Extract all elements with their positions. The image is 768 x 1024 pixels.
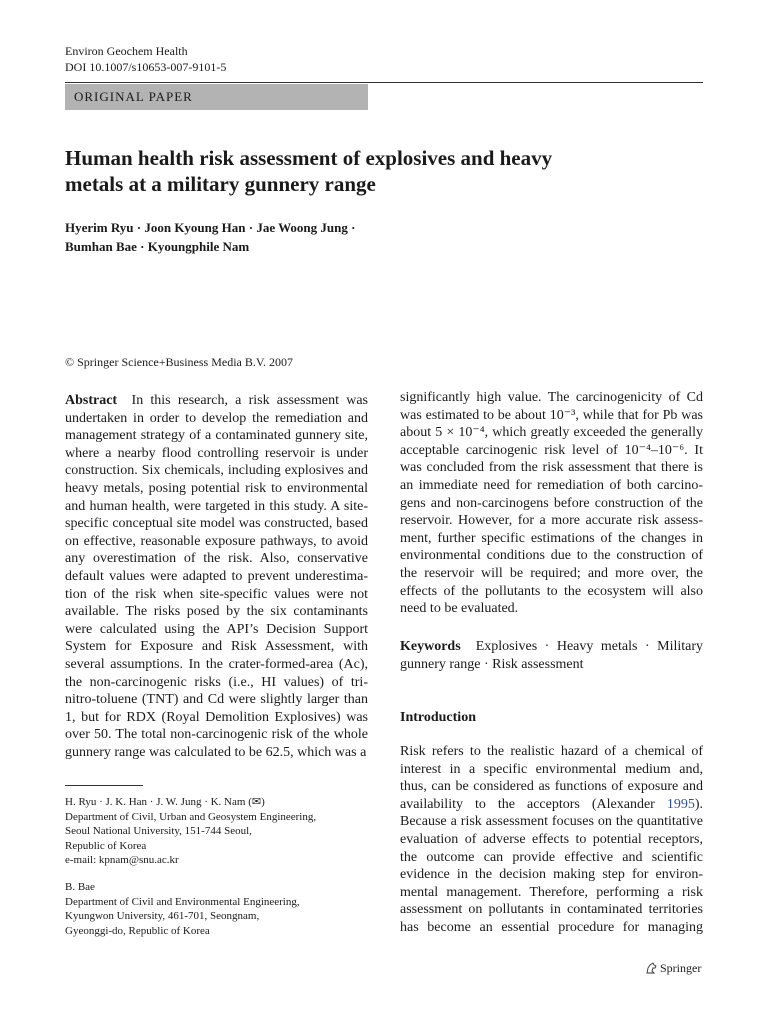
header-rule — [65, 82, 703, 83]
author-list: Bumhan Bae · Kyoungphile Nam — [65, 239, 250, 254]
text-line: nitro-toluene (TNT) and Cd were slightly larger than — [65, 692, 368, 708]
text-line: specific conceptual site model was constructed, based — [65, 516, 368, 532]
text-line: available. The risks posed by the six contaminants — [65, 604, 368, 620]
text-line: the non-carcinogenic risks (i.e., HI values) of tri- — [65, 674, 368, 690]
text-line: default values were adapted to prevent underestima- — [65, 568, 368, 584]
text-line: management strategy of a contaminated gunnery site, — [65, 428, 368, 444]
copyright-notice: © Springer Science+Business Media B.V. 2007 — [65, 355, 293, 369]
text-line: effects of the pollutants to the ecosystem will also — [400, 583, 703, 599]
text-line: heavy metals, posing potential risk to environmental — [65, 480, 368, 496]
text-line: System for Exposure and Risk Assessment, with — [65, 639, 368, 655]
text-line: gens and non-carcinogens before construction of the — [400, 495, 703, 511]
author-list: Hyerim Ryu · Joon Kyoung Han · Jae Woong Jung · — [65, 220, 356, 235]
text-line — [400, 796, 703, 814]
text-line: Seoul National University, 151-744 Seoul, — [65, 825, 252, 838]
text-line: interest in a specific environmental medium and, — [400, 761, 703, 777]
text-line: an immediate need for remediation of both carcino- — [400, 477, 703, 493]
text-line: and human health, were targeted in this study. A site- — [65, 498, 368, 514]
text-line: Department of Civil, Urban and Geosystem Engineering, — [65, 810, 317, 823]
text-line: over 50. The total non-carcinogenic risk of the whole — [65, 727, 368, 743]
text-fragment: availability to the acceptors (Alexander — [400, 796, 667, 812]
paper-title — [65, 145, 665, 197]
text-line: acceptable carcinogenic risk level of 10⁻⁴–10⁻⁶. It — [400, 442, 703, 458]
text-line: on effective, reasonable exposure pathways, to avoid — [65, 533, 368, 549]
text-line: the outcome can provide effective and scientific — [400, 849, 703, 865]
text-line: any overestimation of the risk. Also, conservative — [65, 551, 368, 567]
text-line: thus, can be considered as functions of exposure and — [400, 779, 703, 795]
doi: DOI 10.1007/s10653-007-9101-5 — [65, 60, 227, 74]
text-line: e-mail: kpnam@snu.ac.kr — [65, 854, 179, 867]
text-line: mental management. Therefore, performing a risk — [400, 884, 703, 900]
text-line: Because a risk assessment focuses on the quantitative — [400, 814, 703, 830]
text-line: where a nearby flood controlling reservoir is under — [65, 445, 368, 461]
keywords — [400, 638, 703, 673]
abstract-continued — [400, 389, 703, 618]
text-line: undertaken in order to develop the remediation and — [65, 410, 368, 426]
affiliation-block — [65, 795, 316, 868]
keywords-label: Keywords — [400, 639, 461, 654]
text-line — [65, 392, 368, 410]
keywords-line: gunnery range · Risk assessment — [400, 656, 584, 672]
keywords-line — [400, 638, 703, 656]
text-line: reservoir. However, for a more accurate risk assess- — [400, 513, 703, 529]
text-line: Department of Civil and Environmental Engineering, — [65, 895, 300, 908]
publisher-logo — [645, 960, 701, 976]
text-line: 1, but for RDX (Royal Demolition Explosives) was — [65, 709, 368, 725]
text-line: was estimated to be about 10⁻³, while that for Pb was — [400, 407, 703, 423]
article-type-badge: ORIGINAL PAPER — [65, 84, 368, 110]
footnote-rule — [65, 785, 143, 786]
title-line: Human health risk assessment of explosives and heavy — [65, 146, 553, 170]
abstract — [65, 392, 368, 761]
text-line: evaluation of adverse effects to potential receptors, — [400, 831, 703, 847]
springer-horse-icon — [645, 962, 657, 974]
text-line: Kyungwon University, 461-701, Seongnam, — [65, 910, 260, 923]
text-line: were calculated using the API’s Decision Support — [65, 621, 368, 637]
text-line: Republic of Korea — [65, 839, 147, 852]
text-line: about 5 × 10⁻⁴, which greatly exceeded the generally — [400, 425, 703, 441]
text-line: Risk refers to the realistic hazard of a chemical of — [400, 744, 703, 759]
text-line: ment, further specific estimations of the changes in — [400, 530, 703, 546]
abstract-label: Abstract — [65, 393, 118, 408]
text-line: environmental conditions due to the construction of — [400, 548, 703, 564]
affiliation-block — [65, 880, 316, 938]
text-line: assessment on pollutants in contaminated territories — [400, 902, 703, 918]
intro-rest — [400, 813, 703, 936]
text-line: need to be evaluated. — [400, 601, 519, 617]
text-line: Gyeonggi-do, Republic of Korea — [65, 924, 210, 937]
publisher-name: Springer — [660, 961, 702, 975]
keywords-list: Explosives · Heavy metals · Military — [475, 639, 704, 654]
text-line: was concluded from the risk assessment that there is — [400, 460, 703, 476]
affiliations — [65, 795, 316, 938]
section-heading-introduction: Introduction — [400, 710, 476, 725]
title-line: metals at a military gunnery range — [65, 172, 376, 196]
text-line: the reservoir will be required; and more over, the — [400, 565, 703, 581]
text-line: has become an essential procedure for managing — [400, 919, 703, 935]
text-fragment: In this research, a risk assessment was — [131, 393, 369, 408]
text-line: several assumptions. In the crater-formed-area (Ac), — [65, 656, 368, 672]
text-line: B. Bae — [65, 880, 95, 893]
text-line: significantly high value. The carcinogenicity of Cd — [400, 390, 703, 405]
citation-link[interactable]: 1995 — [666, 796, 695, 812]
text-fragment: ). — [694, 796, 703, 812]
text-line: construction. Six chemicals, including explosives and — [65, 463, 368, 479]
introduction-body — [400, 743, 703, 937]
text-line: evidence in the decision making step for environ- — [400, 867, 703, 883]
text-line: gunnery range was calculated to be 62.5, which was a — [65, 744, 367, 760]
text-line: H. Ryu · J. K. Han · J. W. Jung · K. Nam (✉) — [65, 796, 265, 808]
journal-name: Environ Geochem Health — [65, 44, 188, 58]
text-line: tion of the risk when site-specific values were not — [65, 586, 368, 602]
